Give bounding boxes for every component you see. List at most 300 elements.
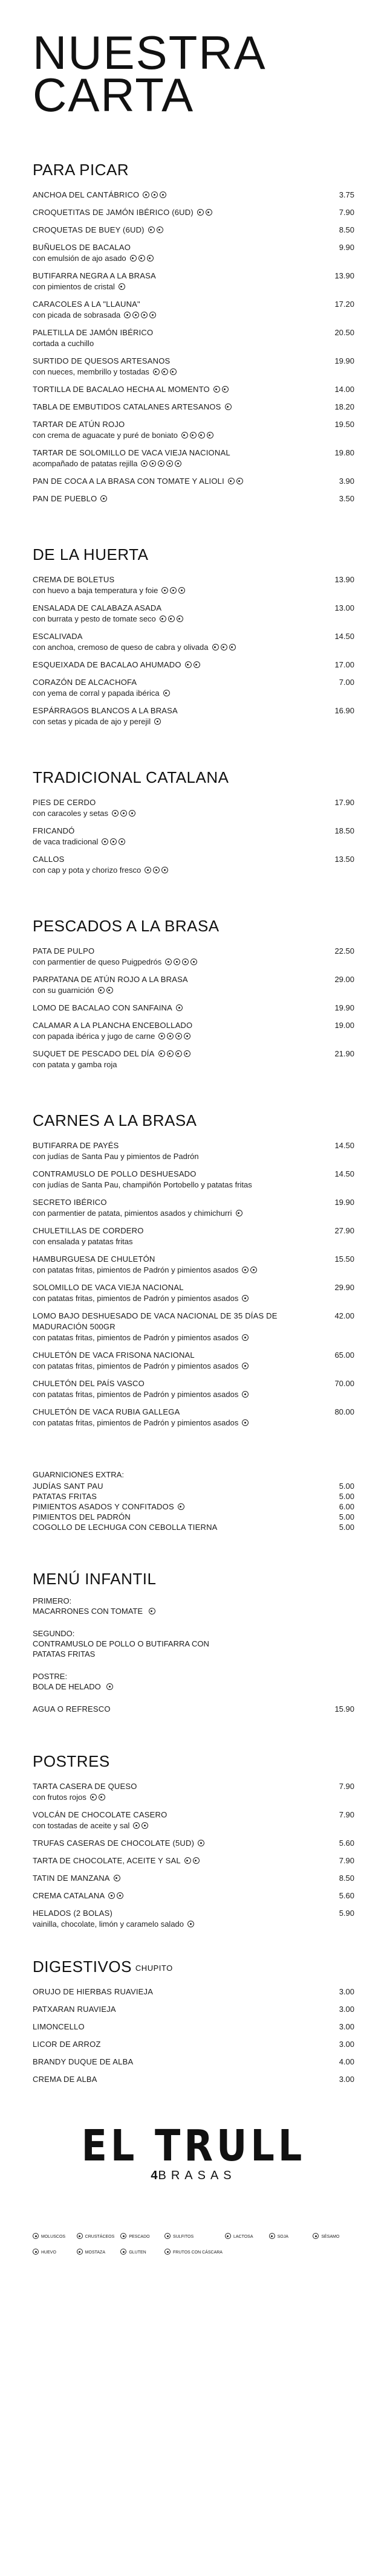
primero-label: PRIMERO: [33, 1596, 72, 1605]
item-name-text: CREMA DE BOLETUS [33, 575, 115, 584]
item-price: 21.90 [334, 1049, 354, 1058]
menu-item [33, 239, 354, 268]
allergen-icon [133, 1822, 140, 1829]
item-description [33, 281, 310, 292]
item-description [33, 585, 310, 596]
item-name [33, 574, 310, 585]
menu-item [33, 1251, 354, 1279]
item-description [33, 1151, 310, 1162]
item-name [33, 1282, 310, 1293]
allergen-icon [176, 1004, 183, 1011]
item-name [33, 384, 310, 395]
item-name [33, 631, 310, 642]
allergen-icons [141, 461, 181, 467]
allergen-icons [158, 1033, 190, 1040]
allergen-icon [106, 987, 113, 994]
item-description [33, 430, 310, 441]
bebida: AGUA O REFRESCO [33, 1704, 111, 1714]
item-price: 65.00 [334, 1351, 354, 1360]
allergen-icon [175, 1050, 182, 1057]
item-description-text: con tostadas de aceite y sal [33, 1821, 130, 1830]
menu-item [33, 1137, 354, 1166]
item-price: 29.00 [334, 975, 354, 984]
item-description-text: con crema de aguacate y puré de boniato [33, 431, 178, 440]
allergen-icon [170, 587, 177, 594]
item-price: 14.50 [334, 632, 354, 641]
allergen-icon [161, 867, 168, 873]
allergen-icon [149, 312, 156, 318]
allergen-icon [242, 1267, 249, 1273]
menu-item [33, 1835, 354, 1852]
item-description-text: con judías de Santa Pau y pimientos de Padrón [33, 1152, 199, 1161]
item-description-text: con patatas fritas, pimientos de Padrón y pimientos asados [33, 1294, 239, 1303]
item-description-text: de vaca tradicional [33, 837, 99, 846]
item-description [33, 1919, 310, 1930]
allergen-icon [184, 1050, 190, 1057]
item-description [33, 1208, 310, 1219]
allergen-icons [160, 616, 183, 623]
item-name [33, 242, 310, 253]
allergen-icon [221, 644, 227, 650]
legend-label: HUEVO [41, 2250, 56, 2255]
item-price: 3.75 [339, 190, 354, 199]
item-price: 20.50 [334, 328, 354, 337]
item-name-text: CREMA CATALANA [33, 1891, 105, 1900]
segundo-label: SEGUNDO: [33, 1629, 75, 1638]
allergen-icon [190, 432, 197, 438]
item-name [33, 1020, 310, 1031]
item-description [33, 642, 310, 653]
menu-item [33, 1512, 354, 1522]
item-description [33, 1332, 310, 1343]
item-price: 3.00 [339, 1987, 354, 1996]
legend-entry [313, 2234, 354, 2240]
item-name-text: CORAZÓN DE ALCACHOFA [33, 678, 137, 687]
item-name [33, 448, 310, 458]
allergen-icon [198, 1840, 204, 1846]
allergen-icon [148, 226, 155, 233]
allergen-icon [313, 2233, 319, 2239]
legend-entry [33, 2234, 74, 2240]
allergen-icons [242, 1363, 249, 1370]
item-name [33, 1140, 310, 1151]
allergen-icon [106, 1683, 113, 1690]
allergen-icon [141, 1822, 148, 1829]
allergen-icons [119, 284, 125, 291]
item-price: 5.00 [339, 1492, 354, 1501]
menu-item [33, 324, 354, 353]
item-name [33, 2039, 310, 2050]
item-name-text: CHULETILLAS DE CORDERO [33, 1226, 144, 1235]
menu-item [33, 2019, 354, 2036]
menu-item [33, 473, 354, 490]
item-name [33, 603, 310, 614]
title-line-2: CARTA [33, 68, 195, 121]
menu-item [33, 2001, 354, 2019]
allergen-icon [119, 838, 125, 845]
item-name-text: LOMO BAJO DESHUESADO DE VACA NACIONAL DE 35 DÍAS DE MADURACIÓN 500GR [33, 1311, 278, 1331]
allergen-icon [114, 1875, 120, 1881]
item-description-text: con burrata y pesto de tomate seco [33, 614, 156, 623]
menu-item [33, 2036, 354, 2054]
menu-item [33, 445, 354, 473]
item-name-text: PATXARAN RUAVIEJA [33, 2005, 116, 2014]
item-name-text: COGOLLO DE LECHUGA CON CEBOLLA TIERNA [33, 1523, 218, 1532]
allergen-icons [176, 1005, 183, 1012]
allergen-icon [33, 2249, 39, 2255]
item-price: 3.00 [339, 2040, 354, 2049]
item-description-text: con caracoles y setas [33, 809, 109, 818]
menu-item [33, 296, 354, 324]
item-price: 3.00 [339, 2075, 354, 2084]
item-price: 3.00 [339, 2022, 354, 2031]
item-description [33, 614, 310, 625]
item-price: 27.90 [334, 1226, 354, 1235]
legend-label: PESCADO [129, 2234, 150, 2239]
allergen-icons [153, 369, 177, 376]
section-title: PESCADOS A LA BRASA [33, 917, 220, 935]
menu-section [33, 768, 354, 879]
item-name-text: VOLCÁN DE CHOCOLATE CASERO [33, 1810, 167, 1819]
item-name-text: ESPÁRRAGOS BLANCOS A LA BRASA [33, 706, 178, 715]
allergen-icon [151, 191, 158, 198]
item-name [33, 1512, 310, 1522]
item-description [33, 985, 310, 996]
item-name-text: SUQUET DE PESCADO DEL DÍA [33, 1049, 155, 1058]
item-name [33, 1810, 310, 1820]
menu-item [33, 1166, 354, 1194]
infantil-section [33, 1570, 354, 1715]
item-name-text: BUTIFARRA DE PAYÉS [33, 1141, 119, 1150]
item-description [33, 458, 310, 469]
digestivos-section [33, 1958, 354, 2089]
menu-item [33, 2054, 354, 2071]
allergen-icons [185, 662, 200, 669]
item-name-text: LIMONCELLO [33, 2022, 85, 2031]
item-price: 5.00 [339, 1482, 354, 1491]
item-name-text: HELADOS (2 BOLAS) [33, 1909, 112, 1918]
menu-item [33, 1194, 354, 1222]
item-description [33, 808, 310, 819]
item-name [33, 1169, 310, 1180]
item-description [33, 1059, 310, 1070]
item-description-text: con patatas fritas, pimientos de Padrón y pimientos asados [33, 1390, 239, 1399]
item-name-text: FRICANDÓ [33, 826, 75, 835]
item-description-text: con emulsión de ajo asado [33, 254, 126, 263]
postre-dish: BOLA DE HELADO [33, 1682, 101, 1691]
section-title: DE LA HUERTA [33, 545, 149, 564]
item-description-text: con su guarnición [33, 986, 94, 995]
section-title: PARA PICAR [33, 161, 129, 179]
allergen-icons [145, 867, 168, 874]
item-price: 19.90 [334, 356, 354, 365]
item-description [33, 1293, 310, 1304]
menu-item [33, 399, 354, 416]
item-price: 13.50 [334, 855, 354, 864]
item-name [33, 1502, 310, 1512]
legend-entry [164, 2249, 223, 2255]
allergen-icon [167, 1033, 174, 1039]
allergen-icons [242, 1420, 249, 1427]
allergen-icon [100, 495, 107, 502]
item-name [33, 327, 310, 338]
allergen-icon [229, 644, 236, 650]
digestivos-title-text: DIGESTIVOS [33, 1958, 132, 1976]
item-name-text: PIES DE CERDO [33, 798, 96, 807]
item-description-text: con anchoa, cremoso de queso de cabra y olivada [33, 643, 209, 652]
allergen-icon [158, 1033, 165, 1039]
item-price: 7.90 [339, 1782, 354, 1791]
allergen-icon [164, 2249, 171, 2255]
item-description [33, 1180, 310, 1190]
item-price: 15.50 [334, 1254, 354, 1264]
menu-item [33, 353, 354, 381]
item-name-text: CROQUETAS DE BUEY (6UD) [33, 225, 145, 234]
allergen-icon [77, 2233, 83, 2239]
legend-entry [225, 2234, 267, 2240]
allergen-icon [193, 1857, 200, 1864]
item-name [33, 1378, 310, 1389]
allergen-icons [108, 1893, 123, 1900]
allergen-icon [77, 2249, 83, 2255]
allergen-icons [213, 387, 229, 393]
item-name-text: TARTA DE CHOCOLATE, ACEITE Y SAL [33, 1856, 181, 1865]
menu-item [33, 674, 354, 702]
menu-item [33, 1347, 354, 1375]
extras-list [33, 1481, 354, 1532]
allergen-icon [236, 478, 243, 484]
menu-item [33, 1870, 354, 1887]
item-description [33, 1418, 310, 1428]
menu-item [33, 1778, 354, 1807]
allergen-icon [197, 209, 204, 216]
item-name-text: CREMA DE ALBA [33, 2075, 97, 2084]
item-price: 14.50 [334, 1169, 354, 1178]
item-name [33, 1481, 310, 1491]
allergen-icon [225, 2233, 231, 2239]
menu-item [33, 1308, 354, 1347]
allergen-icon [160, 191, 166, 198]
allergen-legend [33, 2234, 354, 2279]
item-price: 8.50 [339, 1874, 354, 1883]
item-name-text: PARPATANA DE ATÚN ROJO A LA BRASA [33, 975, 188, 984]
allergen-icon [177, 615, 183, 622]
item-description-text: con yema de corral y papada ibérica [33, 689, 160, 698]
allergen-icon [33, 2233, 39, 2239]
allergen-icon [185, 661, 192, 668]
menu-item [33, 222, 354, 239]
primero-allergens [149, 1608, 155, 1615]
allergen-icon [167, 1050, 174, 1057]
digestivos-suffix: CHUPITO [135, 1963, 173, 1973]
allergen-icon [110, 838, 117, 845]
item-price: 18.50 [334, 826, 354, 835]
menu-item [33, 381, 354, 399]
item-name [33, 1350, 310, 1361]
item-description-text: acompañado de patatas rejilla [33, 459, 138, 468]
legend-label: CRUSTÁCEOS [85, 2234, 115, 2239]
item-price: 14.50 [334, 1141, 354, 1150]
allergen-icon [164, 2233, 171, 2239]
allergen-icons [198, 1840, 204, 1847]
item-price: 5.90 [339, 1909, 354, 1918]
item-name-text: CHULETÓN DEL PAÍS VASCO [33, 1379, 145, 1388]
legend-label: LACTOSA [233, 2234, 253, 2239]
allergen-icon [194, 661, 200, 668]
item-name-text: PATA DE PULPO [33, 946, 95, 956]
menu-section [33, 545, 354, 731]
item-price: 6.00 [339, 1502, 354, 1511]
item-description [33, 957, 310, 968]
legend-entry [269, 2234, 311, 2240]
allergen-icon [154, 718, 161, 725]
item-name [33, 1491, 310, 1502]
legend-label: GLUTEN [129, 2250, 146, 2255]
item-price: 19.90 [334, 1198, 354, 1207]
allergen-icon [206, 209, 212, 216]
item-name-text: PALETILLA DE JAMÓN IBÉRICO [33, 328, 154, 337]
item-name [33, 493, 310, 504]
allergen-icons [242, 1267, 257, 1274]
item-name [33, 1781, 310, 1792]
menu-item [33, 1222, 354, 1251]
menu-item [33, 187, 354, 204]
item-name [33, 1873, 310, 1884]
legend-entry [33, 2249, 74, 2255]
item-name [33, 2022, 310, 2032]
allergen-icon [112, 810, 119, 817]
allergen-icon [165, 959, 172, 965]
menu-item [33, 490, 354, 508]
allergen-icons [225, 404, 232, 411]
item-name [33, 299, 310, 310]
item-description [33, 688, 310, 699]
item-name [33, 207, 310, 218]
section-title: CARNES A LA BRASA [33, 1111, 197, 1129]
allergen-icon [161, 368, 168, 375]
section-title: TRADICIONAL CATALANA [33, 768, 229, 786]
item-name-text: PIMIENTOS DEL PADRÓN [33, 1512, 131, 1521]
postre-allergens [106, 1684, 113, 1691]
allergen-icon [242, 1391, 249, 1398]
allergen-icon [181, 432, 188, 438]
allergen-icon [99, 1794, 105, 1800]
item-price: 5.00 [339, 1523, 354, 1532]
allergen-icon [222, 386, 229, 393]
allergen-icons [178, 1504, 184, 1511]
item-name-text: LICOR DE ARROZ [33, 2040, 101, 2049]
item-description-text: con patatas fritas, pimientos de Padrón y pimientos asados [33, 1265, 239, 1274]
menu-item [33, 628, 354, 657]
item-price: 14.00 [334, 385, 354, 394]
menu-item [33, 971, 354, 1000]
allergen-icon [212, 644, 219, 650]
allergen-icon [141, 460, 148, 467]
allergen-icons [114, 1875, 120, 1882]
item-description [33, 1031, 310, 1042]
item-description [33, 716, 310, 727]
allergen-icon [184, 1033, 190, 1039]
item-price: 80.00 [334, 1407, 354, 1416]
item-description [33, 1265, 310, 1276]
item-description-text: con judías de Santa Pau, champiñón Portobello y patatas fritas [33, 1180, 252, 1189]
item-name-text: TRUFAS CASERAS DE CHOCOLATE (5UD) [33, 1839, 195, 1848]
item-price: 3.50 [339, 494, 354, 503]
extras-title: GUARNICIONES EXTRA: [33, 1470, 124, 1479]
item-description-text: con patatas fritas, pimientos de Padrón y pimientos asados [33, 1333, 239, 1342]
item-name [33, 2057, 310, 2067]
item-description-text: con nueces, membrillo y tostadas [33, 367, 149, 376]
allergen-icons [181, 432, 213, 439]
menu-item [33, 1404, 354, 1432]
item-description [33, 865, 310, 876]
allergen-icons [165, 959, 197, 966]
item-price: 4.00 [339, 2057, 354, 2066]
menu-item [33, 268, 354, 296]
allergen-icons [158, 1051, 190, 1058]
item-name [33, 705, 310, 716]
item-name [33, 2004, 310, 2015]
item-price: 13.90 [334, 575, 354, 584]
menu-item [33, 1807, 354, 1835]
item-name [33, 797, 310, 808]
item-name-text: TARTA CASERA DE QUESO [33, 1782, 137, 1791]
item-price: 7.90 [339, 208, 354, 217]
item-name [33, 677, 310, 688]
allergen-icon [145, 867, 151, 873]
item-price: 5.60 [339, 1891, 354, 1900]
allergen-icon [141, 312, 148, 318]
allergen-icons [133, 1823, 148, 1829]
allergen-icons [112, 811, 135, 817]
allergen-icon [138, 255, 145, 262]
menu-item [33, 1481, 354, 1491]
legend-entry [164, 2234, 223, 2240]
allergen-icons [102, 839, 125, 846]
allergen-icons [130, 255, 154, 262]
item-name-text: TARTAR DE ATÚN ROJO [33, 420, 125, 429]
item-name-text: HAMBURGUESA DE CHULETÓN [33, 1254, 155, 1264]
allergen-icons [124, 312, 156, 319]
menu-item [33, 823, 354, 851]
allergen-icons [148, 227, 163, 234]
allergen-icons [228, 478, 243, 485]
item-name-text: PAN DE COCA A LA BRASA CON TOMATE Y ALIOLI [33, 477, 224, 486]
item-description [33, 837, 310, 847]
item-name [33, 402, 310, 413]
item-price: 19.00 [334, 1021, 354, 1030]
item-name-text: CALLOS [33, 855, 65, 864]
allergen-icon [269, 2233, 275, 2239]
legend-entry [77, 2234, 119, 2240]
item-name-text: ORUJO DE HIERBAS RUAVIEJA [33, 1987, 154, 1996]
menu-item [33, 1887, 354, 1905]
item-price: 3.00 [339, 2005, 354, 2014]
allergen-icon [163, 690, 170, 696]
item-name [33, 476, 310, 487]
item-description-text: cortada a cuchillo [33, 339, 94, 348]
allergen-icons [161, 588, 185, 594]
item-description-text: con parmentier de patata, pimientos asados y chimichurri [33, 1209, 232, 1218]
allergen-icon [166, 460, 173, 467]
allergen-icon [158, 1050, 165, 1057]
primero-dish: MACARRONES CON TOMATE [33, 1607, 143, 1616]
item-description [33, 310, 310, 321]
allergen-icon [129, 810, 135, 817]
item-price: 8.50 [339, 225, 354, 234]
legend-entry [77, 2249, 119, 2255]
item-name [33, 1197, 310, 1208]
